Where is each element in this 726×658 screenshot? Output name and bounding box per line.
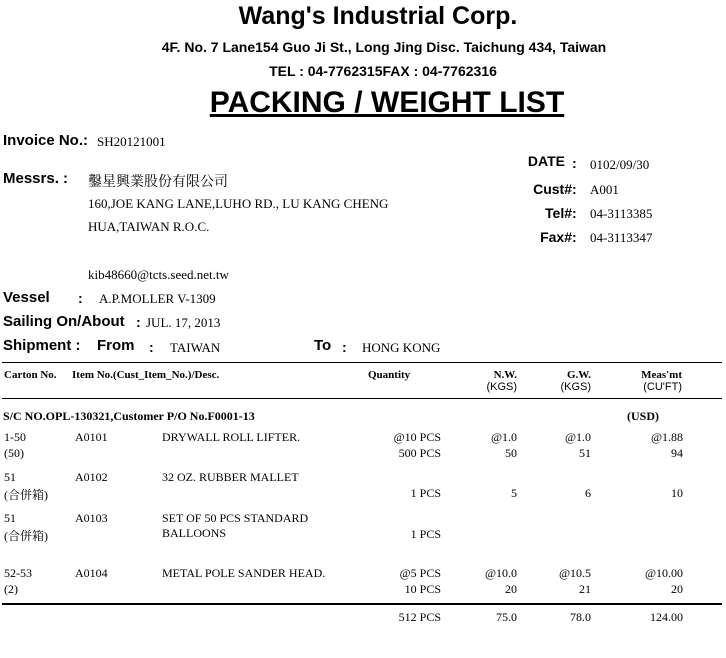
invoice-label: Invoice No.: [3, 132, 89, 149]
company-address: 4F. No. 7 Lane154 Guo Ji St., Long Jing Disc. Taichung 434, Taiwan [161, 39, 607, 55]
gw-per-carton: @1.0 [564, 430, 591, 444]
shipment-to-value: HONG KONG [362, 340, 441, 355]
date-label: DATE [527, 153, 565, 169]
sailing-colon: : [136, 314, 141, 330]
col-nw: N.W. [493, 369, 517, 381]
col-gw-unit: (KGS) [560, 381, 591, 393]
item-desc: 32 OZ. RUBBER MALLET [162, 470, 299, 484]
tel-colon: : [572, 205, 577, 221]
col-carton: Carton No. [4, 369, 57, 381]
shipment-from-value: TAIWAN [170, 340, 221, 355]
company-tel-fax: TEL : 04-7762315FAX : 04-7762316 [269, 63, 497, 79]
meas-total: 20 [671, 582, 683, 596]
col-meas-unit: (CU'FT) [643, 381, 682, 393]
cust-colon: : [572, 181, 577, 197]
fax-value: 04-3113347 [590, 230, 653, 245]
carton-no: 52-53 [4, 566, 32, 580]
fax-colon: : [572, 229, 577, 245]
item-no: A0102 [75, 470, 108, 484]
carton-count: (合併箱) [4, 488, 48, 502]
shipment-label: Shipment : [3, 337, 81, 354]
item-desc: METAL POLE SANDER HEAD. [162, 566, 326, 580]
company-name: Wang's Industrial Corp. [238, 2, 518, 30]
invoice-value: SH20121001 [97, 134, 166, 149]
carton-count: (合併箱) [4, 529, 48, 543]
shipment-from-colon: : [149, 339, 154, 355]
item-desc: DRYWALL ROLL LIFTER. [162, 430, 301, 444]
date-value: 0102/09/30 [590, 157, 650, 172]
nw-per-carton: @1.0 [490, 430, 517, 444]
nw-total: 50 [505, 446, 517, 460]
sailing-label: Sailing On/About [3, 313, 125, 330]
carton-no: 51 [4, 470, 16, 484]
carton-no: 1-50 [4, 430, 26, 444]
meas-total: 94 [671, 446, 683, 460]
tel-value: 04-3113385 [590, 206, 653, 221]
nw-total: 20 [505, 582, 517, 596]
qty-total: 10 PCS [404, 582, 441, 596]
table-top-rule [2, 362, 722, 363]
vessel-colon: : [78, 290, 83, 306]
vessel-label: Vessel [3, 289, 50, 306]
item-no: A0103 [75, 511, 108, 525]
table-header-rule [2, 398, 722, 399]
messrs-name: 鑿星興業股份有限公司 [88, 175, 228, 190]
messrs-address-line1: 160,JOE KANG LANE,LUHO RD., LU KANG CHENG [88, 196, 389, 211]
nw-total: 5 [511, 486, 517, 500]
col-meas: Meas'mt [641, 369, 682, 381]
cust-value: A001 [590, 182, 619, 197]
totals-rule [2, 603, 722, 605]
doc-title: PACKING / WEIGHT LIST [209, 86, 565, 119]
carton-no: 51 [4, 511, 16, 525]
col-nw-unit: (KGS) [486, 381, 517, 393]
carton-count: (50) [4, 446, 24, 460]
item-no: A0101 [75, 430, 108, 444]
messrs-address-line2: HUA,TAIWAN R.O.C. [88, 219, 210, 234]
col-quantity: Quantity [368, 369, 411, 381]
fax-label: Fax# [540, 229, 572, 245]
qty-total: 1 PCS [410, 527, 441, 541]
qty-per-carton: @10 PCS [393, 430, 441, 444]
qty-per-carton: @5 PCS [399, 566, 441, 580]
date-colon: : [572, 155, 577, 171]
total-meas: 124.00 [650, 610, 683, 624]
cust-label: Cust# [533, 181, 572, 197]
carton-count: (2) [4, 582, 18, 596]
meas-total: 10 [671, 486, 683, 500]
messrs-label: Messrs. : [3, 170, 69, 187]
sc-po-line: S/C NO.OPL-130321,Customer P/O No.F0001-13 [3, 409, 255, 423]
nw-per-carton: @10.0 [484, 566, 517, 580]
item-desc-line2: BALLOONS [162, 526, 227, 540]
meas-per-carton: @10.00 [644, 566, 683, 580]
col-item-desc: Item No.(Cust_Item_No.)/Desc. [72, 369, 220, 381]
sailing-value: JUL. 17, 2013 [146, 315, 221, 330]
qty-total: 1 PCS [410, 486, 441, 500]
tel-label: Tel# [545, 205, 572, 221]
gw-total: 6 [585, 486, 591, 500]
gw-per-carton: @10.5 [558, 566, 591, 580]
gw-total: 51 [579, 446, 591, 460]
gw-total: 21 [579, 582, 591, 596]
shipment-from-label: From [97, 337, 135, 354]
qty-total: 500 PCS [398, 446, 441, 460]
total-nw: 75.0 [496, 610, 517, 624]
item-desc: SET OF 50 PCS STANDARD [162, 511, 309, 525]
shipment-to-colon: : [342, 339, 347, 355]
vessel-value: A.P.MOLLER V-1309 [99, 291, 216, 306]
currency-label: (USD) [627, 409, 659, 423]
messrs-email: kib48660@tcts.seed.net.tw [88, 267, 229, 282]
total-gw: 78.0 [570, 610, 591, 624]
shipment-to-label: To [314, 337, 332, 354]
col-gw: G.W. [566, 369, 591, 381]
total-quantity: 512 PCS [398, 610, 441, 624]
item-no: A0104 [75, 566, 108, 580]
meas-per-carton: @1.88 [650, 430, 683, 444]
